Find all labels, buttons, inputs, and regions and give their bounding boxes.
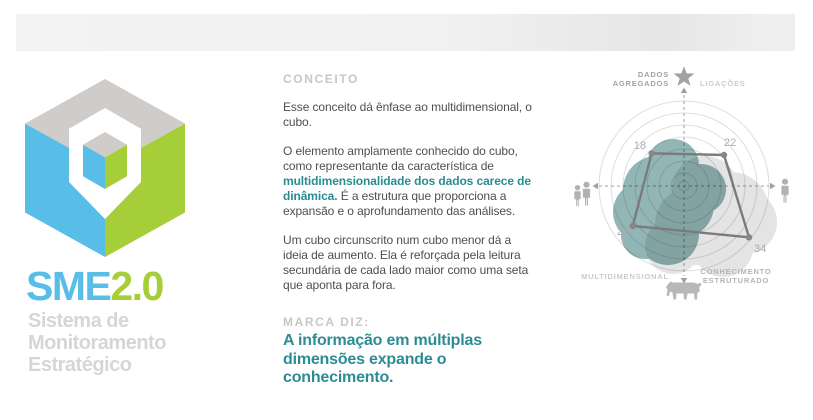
concept-section: [283, 72, 535, 307]
arrow-up-icon: [681, 88, 687, 94]
person-icon: [781, 179, 788, 203]
brand-subtitle: [28, 310, 166, 376]
concept-paragraph-2-suffix: É a estrutura que proporciona a expansão e o aprofundamento das análises.: [283, 189, 516, 218]
label-conhecimento-line1: CONHECIMENTO: [700, 267, 772, 276]
brand-title-sme: SME: [26, 263, 111, 309]
brand-subtitle-line-1: Sistema de: [28, 310, 129, 332]
brand-subtitle-line-3: Estratégico: [28, 354, 132, 376]
value-ligacoes: 22: [724, 137, 737, 149]
brand-title-version: 2.0: [110, 263, 163, 309]
concept-paragraph-2-highlight: multidimensionalidade dos dados carece de dinâmica.: [283, 174, 531, 203]
label-conhecimento-line2: ESTRUTURADO: [702, 276, 770, 285]
top-gradient-bar: [16, 14, 795, 51]
concept-paragraph-2-prefix: O elemento amplamente conhecido do cubo, como representante da característica de: [283, 144, 518, 173]
brand-statement: A informação em múltiplas dimensões expande o conhecimento.: [283, 332, 482, 386]
concept-paragraph-2: [283, 144, 535, 219]
brand-title: [26, 264, 163, 308]
value-multidimensional: 27: [616, 226, 629, 238]
label-multidimensional: MULTIDIMENSIONAL: [581, 272, 669, 281]
sme-cube-logo: [25, 78, 185, 258]
brand-says-heading: MARCA DIZ:: [283, 315, 370, 329]
arrow-left-icon: [593, 183, 599, 189]
people-icon: [574, 182, 590, 206]
value-conhecimento-estruturado: 34: [754, 243, 767, 255]
radar-chart: [573, 62, 813, 314]
brand-subtitle-line-2: Monitoramento: [28, 332, 166, 354]
value-dados-agregados: 18: [633, 140, 646, 152]
arrow-right-icon: [770, 183, 776, 189]
star-icon: [674, 66, 695, 86]
label-ligacoes: LIGAÇÕES: [700, 79, 746, 88]
concept-paragraph-1: Esse conceito dá ênfase ao multidimensional, o cubo.: [283, 100, 532, 129]
label-dados-line2: AGREGADOS: [612, 79, 669, 88]
concept-paragraph-3: Um cubo circunscrito num cubo menor dá a ideia de aumento. Ela é reforçada pela leitura secundária de cada lado maior como uma seta que aponta para fora.: [283, 233, 529, 292]
label-dados-line1: DADOS: [637, 70, 669, 79]
cow-icon: [666, 282, 702, 300]
concept-heading: CONCEITO: [283, 72, 359, 86]
